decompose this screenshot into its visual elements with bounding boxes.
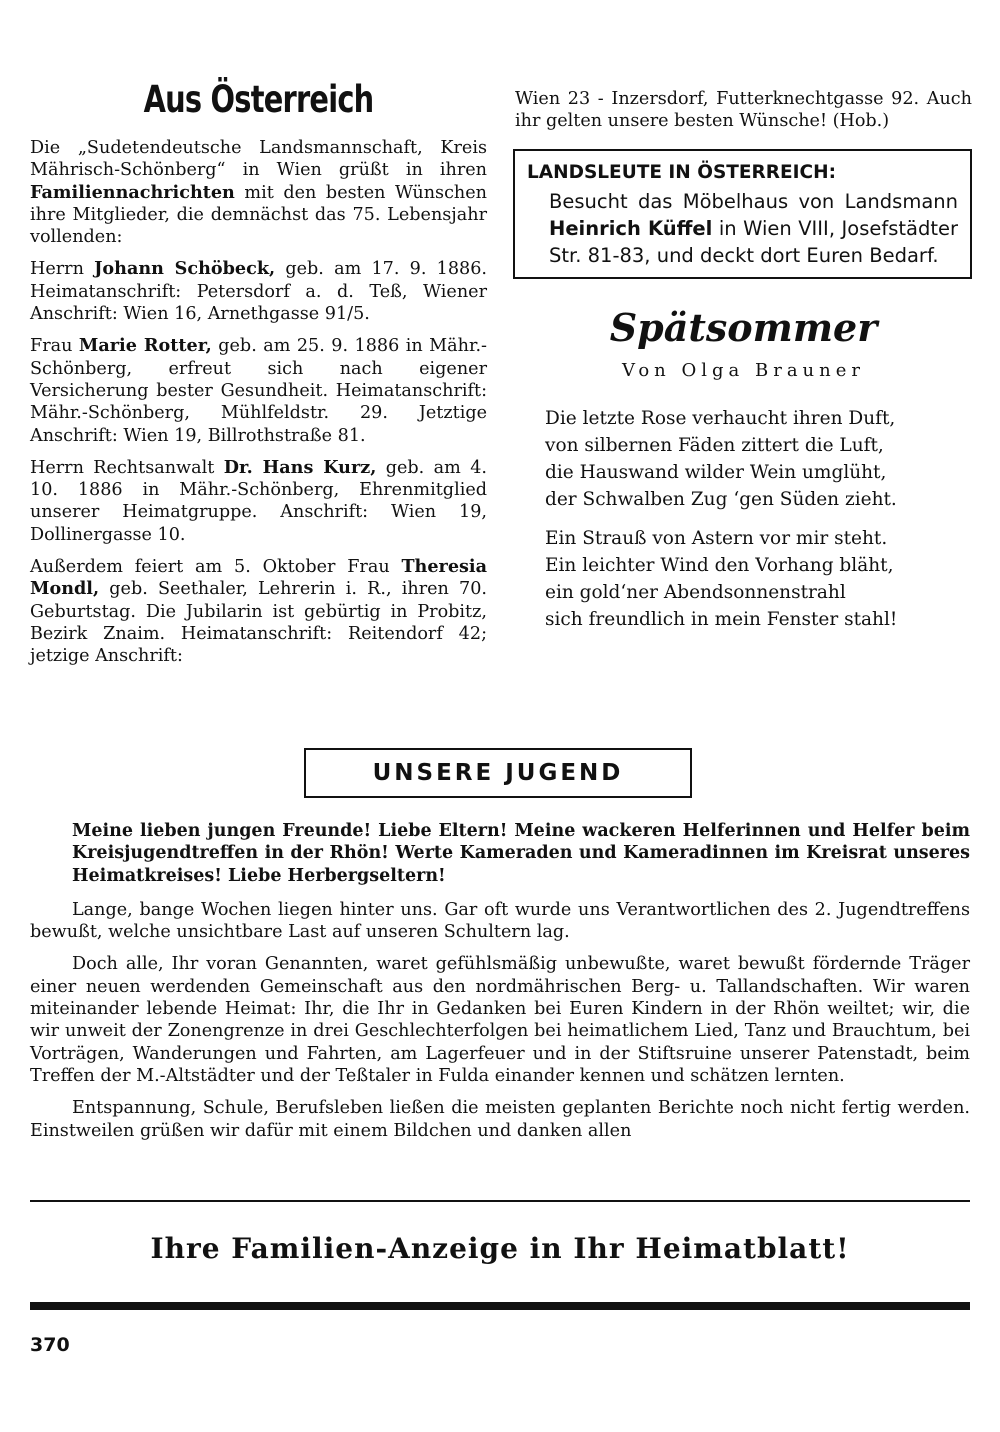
birthday-entry-kurz bbox=[30, 457, 487, 546]
entry-text-pre: Außerdem feiert am 5. Oktober Frau bbox=[30, 557, 402, 578]
ad-title: LANDSLEUTE IN ÖSTERREICH: bbox=[527, 161, 836, 183]
intro-text-post: mit den besten Wünschen ihre Mitglieder, die demnächst das 75. Lebensjahr vollenden: bbox=[30, 182, 487, 248]
youth-greeting: Meine lieben jungen Freunde! Liebe Eltern! Meine wackeren Helferinnen und Helfer beim Kreisjugendtreffen in der Rhön! Werte Kameraden und Kameradinnen im Kreisrat unseres Heimatkreises! Liebe Herbergseltern! bbox=[72, 821, 970, 886]
ad-text-pre: Besucht das Möbelhaus von Landsmann bbox=[549, 189, 958, 213]
intro-paragraph bbox=[30, 137, 487, 248]
intro-text-bold: Familiennachrichten bbox=[30, 181, 235, 203]
page-number: 370 bbox=[30, 1334, 70, 1356]
entry-text-pre: Herrn bbox=[30, 259, 95, 280]
thick-divider-bar bbox=[30, 1302, 970, 1310]
youth-section-body bbox=[30, 820, 970, 1152]
youth-paragraph: Doch alle, Ihr voran Genannten, waret gefühlsmäßig unbewußte, waret bewußt fördernde Träger einer neuen werdenden Gemeinschaft aus den nordmährischen Berg- u. Tallandschaften. Wir waren miteinander lebende Heimat: Ihr, die Ihr in Gedanken bei Euren Kindern in der Rhön weiltet; wir, die wir unweit der Zonengrenze in drei Geschlechterfolgen bei heimatlichem Lied, Tanz und Brauchtum, bei Vorträgen, Wanderungen und Fahrten, am Lagerfeuer und in der Stiftsruine unserer Patenstadt, beim Treffen der M.-Altstädter und der Teßtaler in Fulda einander kennen und schätzen lernten. bbox=[30, 954, 970, 1086]
birthday-entry-rotter bbox=[30, 335, 487, 446]
poem-line: von silbernen Fäden zittert die Luft, bbox=[545, 434, 884, 456]
poem-line: Ein leichter Wind den Vorhang bläht, bbox=[545, 554, 894, 576]
right-column bbox=[515, 88, 972, 645]
ad-merchant-name: Heinrich Küffel bbox=[549, 216, 713, 240]
birthday-entry-schoebeck bbox=[30, 258, 487, 325]
left-column bbox=[30, 78, 487, 678]
poem-stanza bbox=[545, 405, 972, 513]
poem-line: ein gold‘ner Abendsonnenstrahl bbox=[545, 581, 846, 603]
poem-author: Von Olga Brauner bbox=[622, 359, 865, 381]
entry-text-post: geb. Seethaler, Lehrerin i. R., ihren 70. Geburtstag. Die Jubilarin ist gebürtig in Probitz, Bezirk Znaim. Heimatanschrift: Reitendorf 42; jetzige Anschrift: bbox=[30, 579, 487, 667]
poem-stanza bbox=[545, 525, 972, 633]
entry-name: Dr. Hans Kurz, bbox=[223, 456, 377, 478]
youth-paragraph: Entspannung, Schule, Berufsleben ließen die meisten geplanten Berichte noch nicht fertig werden. Einstweilen grüßen wir dafür mit einem Bildchen und danken allen bbox=[30, 1098, 970, 1141]
poem-line: sich freundlich in mein Fenster stahl! bbox=[545, 608, 898, 630]
birthday-entry-mondl bbox=[30, 556, 487, 667]
poem-line: Ein Strauß von Astern vor mir steht. bbox=[545, 527, 888, 549]
poem-line: die Hauswand wilder Wein umglüht, bbox=[545, 461, 887, 483]
youth-paragraph: Lange, bange Wochen liegen hinter uns. Gar oft wurde uns Verantwortlichen des 2. Jugendtreffens bewußt, welche unsichtbare Last auf unseren Schultern lag. bbox=[30, 899, 970, 943]
entry-text-post: geb. am 25. 9. 1886 in Mähr.-Schönberg, erfreut sich nach eigener Versicherung bester Gesundheit. Heimatanschrift: Mähr.-Schönberg, Mühlfeldstr. 29. Jetztige Anschrift: Wien 19, Billrothstraße 81. bbox=[30, 336, 487, 446]
entry-name: Theresia Mondl, bbox=[30, 556, 487, 600]
footer-slogan: Ihre Familien-Anzeige in Ihr Heimatblatt! bbox=[150, 1232, 850, 1265]
ad-text-post: in Wien VIII, Josefstädter Str. 81-83, und deckt dort Euren Bedarf. bbox=[549, 216, 959, 267]
divider-line bbox=[30, 1200, 970, 1202]
entry-text-pre: Herrn Rechtsanwalt bbox=[30, 457, 224, 478]
entry-text-pre: Frau bbox=[30, 336, 79, 357]
entry-text-post: geb. am 4. 10. 1886 in Mähr.-Schönberg, Ehrenmitglied unserer Heimatgruppe. Anschrift: Wien 19, Dollinergasse 10. bbox=[30, 457, 487, 545]
entry-name: Johann Schöbeck, bbox=[94, 258, 276, 280]
section-heading-austria: Aus Österreich bbox=[143, 78, 374, 121]
poem-line: der Schwalben Zug ‘gen Süden zieht. bbox=[545, 488, 897, 510]
advertisement-box bbox=[513, 149, 972, 279]
continuation-paragraph: Wien 23 - Inzersdorf, Futterknechtgasse 92. Auch ihr gelten unsere besten Wünsche! (Hob.) bbox=[515, 89, 972, 132]
youth-section-heading: UNSERE JUGEND bbox=[304, 748, 692, 798]
ad-text bbox=[527, 188, 958, 269]
entry-name: Marie Rotter, bbox=[78, 335, 212, 357]
poem-line: Die letzte Rose verhaucht ihren Duft, bbox=[545, 407, 896, 429]
entry-text-post: geb. am 17. 9. 1886. Heimatanschrift: Petersdorf a. d. Teß, Wiener Anschrift: Wien 16, Arnethgasse 91/5. bbox=[30, 259, 487, 325]
poem-title: Spätsommer bbox=[609, 304, 878, 350]
intro-text-pre: Die „Sudetendeutsche Landsmannschaft, Kreis Mährisch-Schönberg“ in Wien grüßt in ihren bbox=[30, 138, 487, 181]
